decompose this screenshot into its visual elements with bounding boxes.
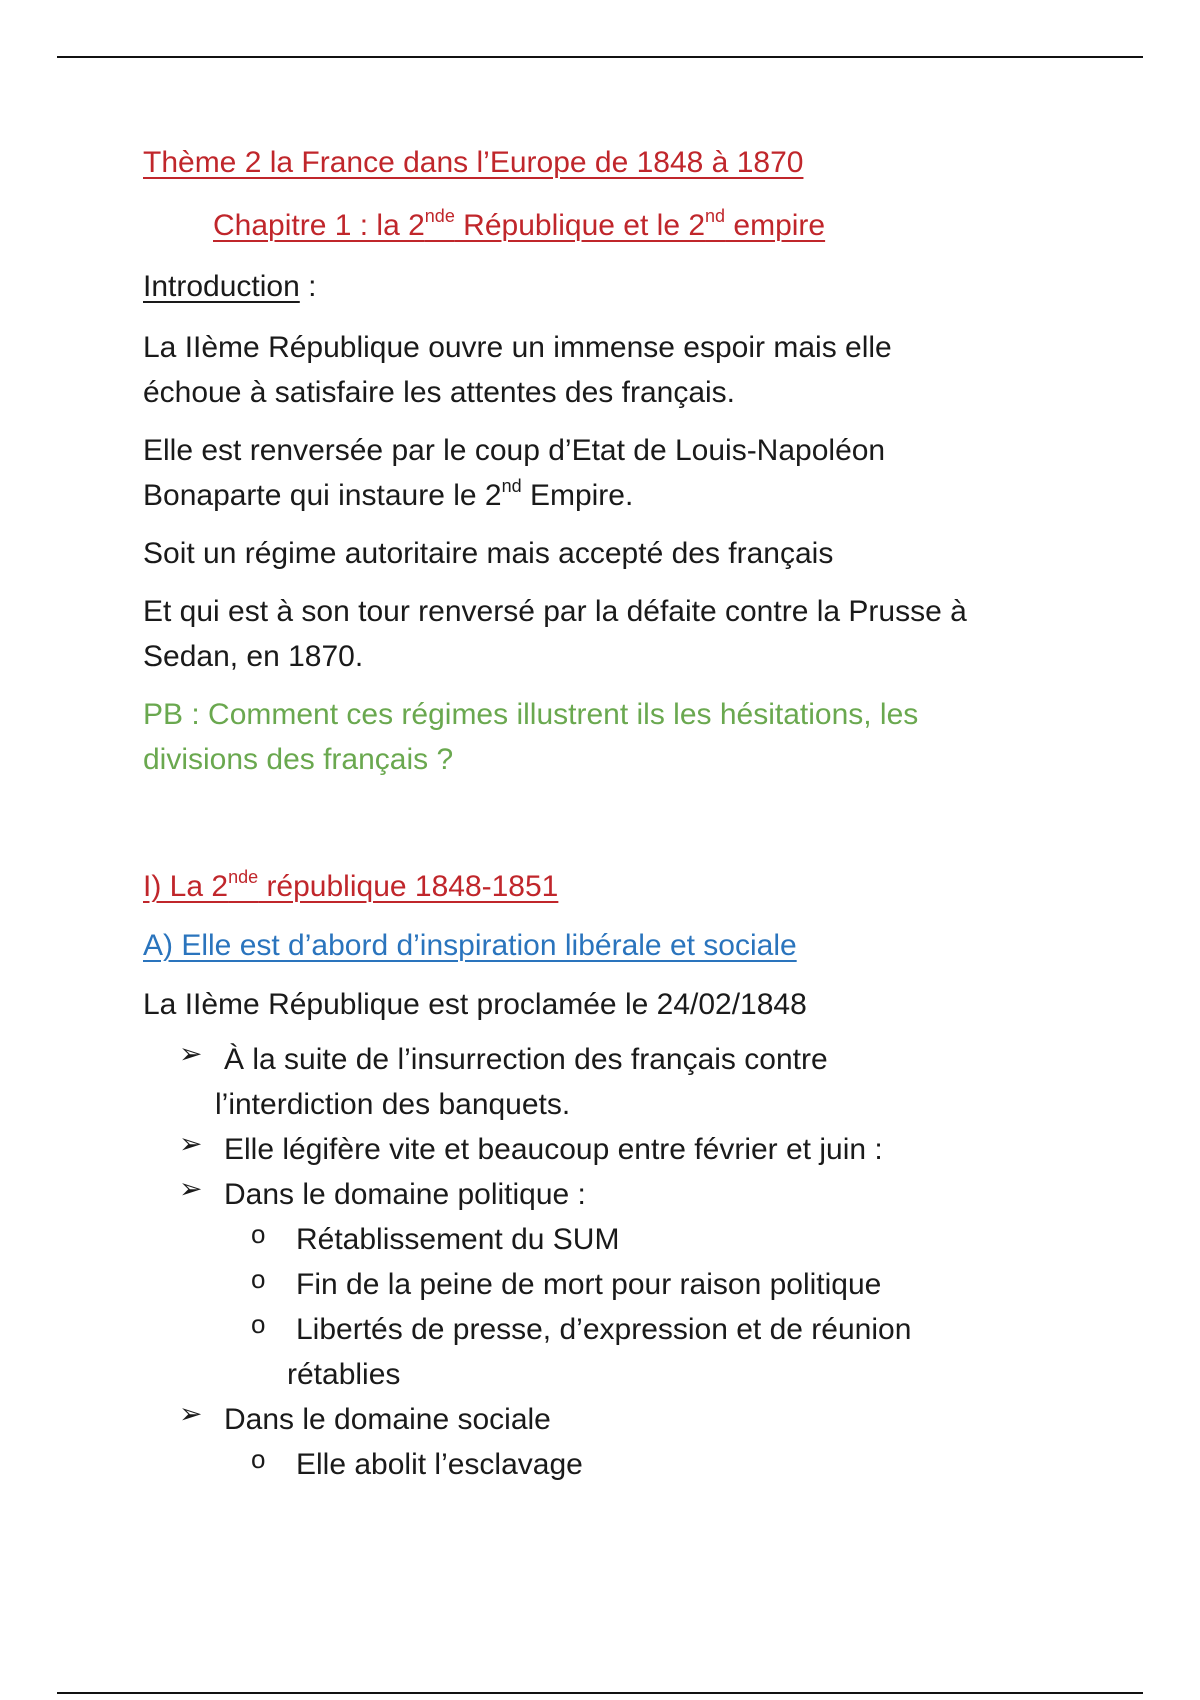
- arrow-bullet-icon: ➢: [179, 1173, 203, 1204]
- sub-bullet-peine: o Fin de la peine de mort pour raison politique: [251, 1264, 882, 1301]
- circle-bullet-icon: o: [251, 1309, 266, 1339]
- proclamation-line: La IIème République est proclamée le 24/02/1848: [143, 988, 807, 1021]
- bottom-rule: [57, 1692, 1143, 1694]
- bullet-sociale: ➢ Dans le domaine sociale: [179, 1398, 551, 1436]
- circle-bullet-icon: o: [251, 1264, 266, 1294]
- top-rule: [57, 56, 1143, 58]
- problem-statement: PB : Comment ces régimes illustrent ils les hésitations, les divisions des français ?: [143, 698, 919, 776]
- document-page: [143, 140, 1103, 1487]
- intro-paragraph-1: La IIème République ouvre un immense espoir mais elle échoue à satisfaire les attentes des français.: [143, 331, 892, 409]
- subsection-a-title: A) Elle est d’abord d’inspiration libérale et sociale: [143, 929, 797, 962]
- introduction-heading: Introduction :: [143, 270, 317, 303]
- theme-title-text: Thème 2 la France dans l’Europe de 1848 à 1870: [143, 146, 804, 179]
- intro-paragraph-4: Et qui est à son tour renversé par la défaite contre la Prusse à Sedan, en 1870.: [143, 595, 967, 673]
- theme-title: [143, 140, 1103, 185]
- intro-paragraph-2: Elle est renversée par le coup d’Etat de Louis-Napoléon Bonaparte qui instaure le 2nd Empire.: [143, 434, 886, 512]
- sub-bullet-sum: o Rétablissement du SUM: [251, 1219, 620, 1256]
- arrow-bullet-icon: ➢: [179, 1398, 203, 1429]
- sub-bullet-libertes-cont: rétablies: [287, 1358, 401, 1391]
- section-1-title: I) La 2nde république 1848-1851: [143, 867, 559, 903]
- introduction-label: Introduction: [143, 270, 300, 303]
- intro-paragraph-3: Soit un régime autoritaire mais accepté des français: [143, 537, 834, 570]
- bullet-insurrection-cont: l’interdiction des banquets.: [215, 1088, 571, 1121]
- arrow-bullet-icon: ➢: [179, 1128, 203, 1159]
- chapter-title-text: Chapitre 1 : la 2nde République et le 2nd empire: [213, 206, 826, 242]
- circle-bullet-icon: o: [251, 1444, 266, 1474]
- circle-bullet-icon: o: [251, 1219, 266, 1249]
- bullet-legifere: ➢ Elle légifère vite et beaucoup entre février et juin :: [179, 1128, 883, 1166]
- arrow-bullet-icon: ➢: [179, 1038, 203, 1069]
- bullet-insurrection: ➢ À la suite de l’insurrection des français contre: [179, 1038, 828, 1076]
- sub-bullet-esclavage: o Elle abolit l’esclavage: [251, 1444, 583, 1481]
- bullet-politique: ➢ Dans le domaine politique :: [179, 1173, 586, 1211]
- sub-bullet-libertes: o Libertés de presse, d’expression et de réunion: [251, 1309, 912, 1346]
- chapter-title: [213, 203, 1103, 248]
